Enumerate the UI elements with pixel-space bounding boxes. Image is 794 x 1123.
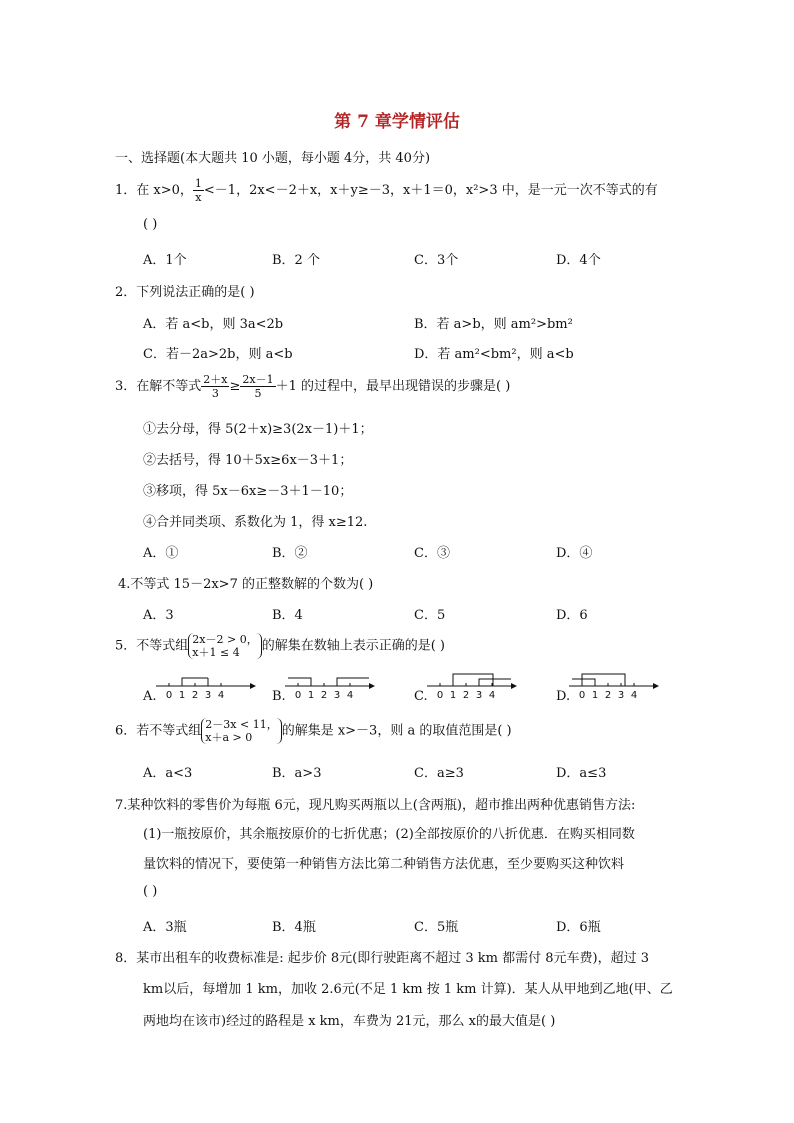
q6-option-c: C．a≥3 <box>414 766 464 781</box>
q6-prefix: 6．若不等式组 <box>115 723 202 739</box>
q5-system <box>188 633 261 659</box>
q7-option-b: B．4瓶 <box>272 920 316 935</box>
q6-line-2: x＋a > 0 <box>205 731 253 744</box>
q5-tick-label: 2 <box>320 690 328 701</box>
q1-option-a: A．1个 <box>143 253 187 268</box>
q5-tick-label: 3 <box>475 690 483 701</box>
q2-option-a: A．若 a<b，则 3a<2b <box>143 317 284 332</box>
q5-tick-label: 0 <box>294 690 302 701</box>
q3-prefix: 3．在解不等式 <box>115 379 202 394</box>
q5-tick-label: 3 <box>333 690 341 701</box>
q1-prefix: 1．在 x>0， <box>115 183 193 198</box>
q3-step-4: ④合并同类项、系数化为 1，得 x≥12. <box>143 515 368 530</box>
q4-option-a: A．3 <box>143 608 174 623</box>
q5-tick-label: 3 <box>204 690 212 701</box>
q5-line-2: x＋1 ≤ 4 <box>192 646 240 659</box>
q5-tick-label: 0 <box>165 690 173 701</box>
q4-option-d: D．6 <box>556 608 588 623</box>
question-5-stem <box>115 633 445 659</box>
q1-frac-den: x <box>195 191 202 204</box>
q3-fraction-1 <box>201 373 229 400</box>
q5-number-line-a <box>156 670 256 704</box>
q3-frac1-den: 3 <box>211 387 219 400</box>
q3-step-1: ①去分母，得 5(2＋x)≥3(2x－1)＋1； <box>143 422 373 437</box>
q5-tick-label: 4 <box>488 690 496 701</box>
q6-option-d: D．a≤3 <box>556 766 607 781</box>
question-7-line-1: 7.某种饮料的零售价为每瓶 6元，现凡购买两瓶以上(含两瓶)，超市推出两种优惠销售方法: <box>115 798 636 813</box>
question-7-line-2: (1)一瓶按原价，其余瓶按原价的七折优惠；(2)全部按原价的八折优惠．在购买相同数 <box>143 827 635 842</box>
q3-option-a: A．① <box>143 546 179 561</box>
q1-frac-num: 1 <box>194 177 202 190</box>
q5-tick-label: 4 <box>346 690 354 701</box>
q5-tick-label: 1 <box>307 690 315 701</box>
q3-suffix: ＋1 的过程中，最早出现错误的步骤是( ) <box>275 379 511 394</box>
q6-suffix: 的解集是 x>－3，则 a 的取值范围是( ) <box>281 723 512 739</box>
q5-tick-label: 4 <box>217 690 225 701</box>
q7-option-c: C．5瓶 <box>414 920 459 935</box>
question-8-line-3: 两地均在该市)经过的路程是 x km，车费为 21元，那么 x的最大值是( ) <box>143 1014 556 1029</box>
q2-option-b: B．若 a>b，则 am²>bm² <box>414 317 573 332</box>
question-2-stem: 2．下列说法正确的是( ) <box>115 285 255 300</box>
question-3-stem <box>115 373 510 400</box>
q5-number-line-b <box>285 670 375 704</box>
question-7-line-3: 量饮料的情况下，要使第一种销售方法比第二种销售方法优惠，至少要购买这种饮料 <box>143 857 625 872</box>
q5-tick-label: 0 <box>436 690 444 701</box>
q3-fraction-2 <box>240 373 275 400</box>
q5-option-a-label: A. <box>143 689 157 704</box>
q5-tick-label: 1 <box>449 690 457 701</box>
q3-option-d: D．④ <box>556 546 593 561</box>
q3-option-c: C．③ <box>414 546 450 561</box>
q6-option-a: A．a<3 <box>143 766 193 781</box>
q5-option-b-label: B. <box>272 689 286 704</box>
q3-step-3: ③移项，得 5x－6x≥－3＋1－10； <box>143 484 353 499</box>
q3-ge: ≥ <box>229 379 241 394</box>
q1-fraction <box>193 177 204 204</box>
q2-option-d: D．若 am²<bm²，则 a<b <box>414 347 574 362</box>
q5-tick-label: 4 <box>630 690 638 701</box>
q5-number-line-d <box>569 670 659 704</box>
q5-option-d-label: D. <box>556 689 571 704</box>
q3-frac2-den: 5 <box>254 387 262 400</box>
q5-option-c-label: C. <box>414 689 428 704</box>
q5-tick-label: 2 <box>462 690 470 701</box>
question-8-line-1: 8．某市出租车的收费标准是: 起步价 8元(即行驶距离不超过 3 km 都需付 8元车费)，超过 3 <box>115 951 650 966</box>
q5-tick-label: 1 <box>591 690 599 701</box>
q1-blank: ( ) <box>143 217 158 232</box>
question-1-stem <box>115 177 658 204</box>
q5-number-line-c <box>427 670 517 704</box>
q5-prefix: 5．不等式组 <box>115 638 189 654</box>
q7-option-a: A．3瓶 <box>143 920 187 935</box>
question-4-stem: 4.不等式 15－2x>7 的正整数解的个数为( ) <box>118 577 374 592</box>
q3-frac2-num: 2x－1 <box>242 373 274 386</box>
q3-option-b: B．② <box>272 546 308 561</box>
q1-suffix: <－1，2x<－2＋x，x＋y≥－3，x＋1＝0，x²>3 中，是一元一次不等式的有 <box>203 183 658 198</box>
question-7-blank: ( ) <box>143 884 158 899</box>
q2-option-c: C．若－2a>2b，则 a<b <box>143 347 293 362</box>
q5-suffix: 的解集在数轴上表示正确的是( ) <box>261 638 445 654</box>
q3-frac1-num: 2＋x <box>203 373 228 386</box>
q5-tick-label: 1 <box>178 690 186 701</box>
q1-option-d: D．4个 <box>556 253 601 268</box>
q5-tick-label: 2 <box>604 690 612 701</box>
q4-option-b: B．4 <box>272 608 303 623</box>
q5-tick-label: 2 <box>191 690 199 701</box>
q3-step-2: ②去括号，得 10＋5x≥6x－3＋1； <box>143 453 353 468</box>
q7-option-d: D．6瓶 <box>556 920 601 935</box>
q5-tick-label: 3 <box>617 690 625 701</box>
q6-system <box>201 718 281 744</box>
q5-line-1: 2x－2 > 0， <box>192 633 258 646</box>
q5-tick-label: 0 <box>578 690 586 701</box>
question-6-stem <box>115 718 512 744</box>
q4-option-c: C．5 <box>414 608 446 623</box>
question-8-line-2: km以后，每增加 1 km，加收 2.6元(不足 1 km 按 1 km 计算)．某人从甲地到乙地(甲、乙 <box>143 982 673 997</box>
section-heading: 一、选择题(本大题共 10 小题，每小题 4分，共 40分) <box>115 151 431 166</box>
page-title: 第 7 章学情评估 <box>334 112 460 132</box>
q1-option-c: C．3个 <box>414 253 459 268</box>
q6-line-1: 2－3x < 11， <box>205 718 278 731</box>
q6-option-b: B．a>3 <box>272 766 322 781</box>
q1-option-b: B．2 个 <box>272 253 320 268</box>
